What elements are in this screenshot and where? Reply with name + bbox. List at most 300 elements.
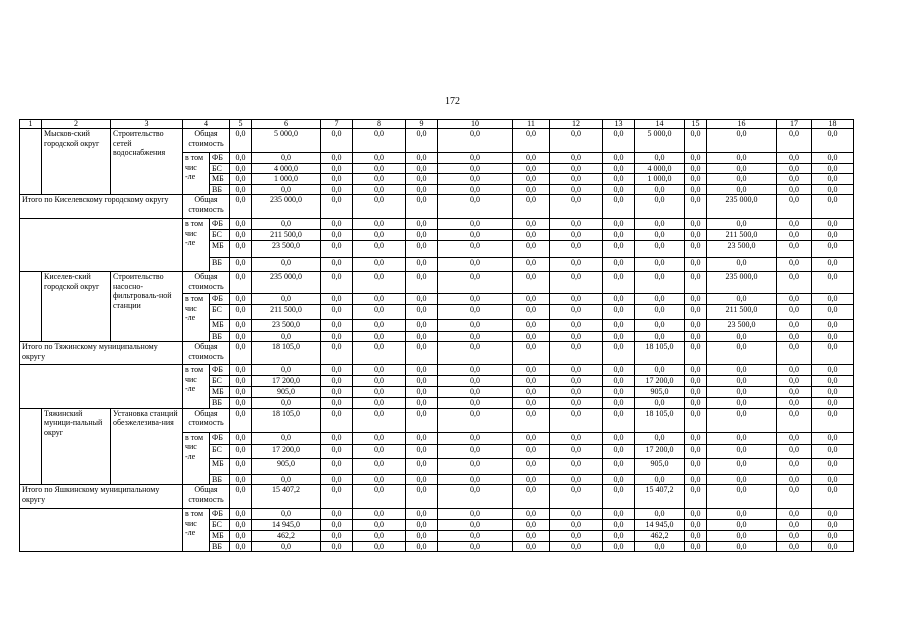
value-cell: 0,0 bbox=[406, 342, 438, 365]
value-cell: 0,0 bbox=[230, 474, 252, 485]
value-cell: 0,0 bbox=[353, 530, 406, 541]
value-cell: 0,0 bbox=[603, 342, 635, 365]
source-label: ВБ bbox=[210, 184, 230, 195]
value-cell: 0,0 bbox=[321, 319, 353, 331]
total-title: Итого по Яшкинскому муниципальному округу bbox=[20, 485, 183, 509]
value-cell: 0,0 bbox=[321, 541, 353, 552]
value-cell: 0,0 bbox=[252, 331, 321, 342]
value-cell: 5 000,0 bbox=[252, 129, 321, 153]
value-cell: 0,0 bbox=[812, 319, 854, 331]
source-label: ВБ bbox=[210, 258, 230, 272]
value-cell: 0,0 bbox=[635, 365, 685, 376]
column-header: 12 bbox=[550, 120, 603, 129]
value-cell: 0,0 bbox=[353, 258, 406, 272]
value-cell: 0,0 bbox=[707, 474, 777, 485]
value-cell: 0,0 bbox=[777, 174, 812, 185]
value-cell: 0,0 bbox=[438, 129, 513, 153]
value-cell: 0,0 bbox=[230, 184, 252, 195]
value-cell: 462,2 bbox=[635, 530, 685, 541]
value-cell: 0,0 bbox=[353, 195, 406, 219]
column-header: 14 bbox=[635, 120, 685, 129]
value-cell: 0,0 bbox=[406, 184, 438, 195]
value-cell: 0,0 bbox=[438, 195, 513, 219]
value-cell: 0,0 bbox=[230, 444, 252, 458]
value-cell: 0,0 bbox=[685, 331, 707, 342]
column-header: 17 bbox=[777, 120, 812, 129]
value-cell: 0,0 bbox=[550, 129, 603, 153]
value-cell: 0,0 bbox=[321, 184, 353, 195]
value-cell: 0,0 bbox=[603, 408, 635, 432]
total-title: Итого по Тяжинскому муниципальному округу bbox=[20, 342, 183, 365]
value-cell: 0,0 bbox=[353, 376, 406, 387]
value-cell: 0,0 bbox=[353, 304, 406, 319]
source-label: БС bbox=[210, 304, 230, 319]
value-cell: 0,0 bbox=[513, 530, 550, 541]
value-cell: 0,0 bbox=[707, 509, 777, 520]
column-header: 5 bbox=[230, 120, 252, 129]
value-cell: 0,0 bbox=[777, 241, 812, 258]
value-cell: 0,0 bbox=[513, 129, 550, 153]
value-cell: 0,0 bbox=[252, 398, 321, 409]
value-cell: 0,0 bbox=[513, 376, 550, 387]
value-cell: 0,0 bbox=[685, 387, 707, 398]
value-cell: 0,0 bbox=[353, 408, 406, 432]
value-cell: 0,0 bbox=[707, 376, 777, 387]
value-cell: 0,0 bbox=[635, 153, 685, 164]
value-cell: 0,0 bbox=[321, 331, 353, 342]
value-cell: 0,0 bbox=[406, 408, 438, 432]
value-cell: 0,0 bbox=[438, 304, 513, 319]
value-cell: 0,0 bbox=[777, 541, 812, 552]
value-cell: 0,0 bbox=[812, 509, 854, 520]
column-header: 10 bbox=[438, 120, 513, 129]
value-cell: 0,0 bbox=[353, 174, 406, 185]
value-cell: 0,0 bbox=[635, 230, 685, 241]
value-cell: 0,0 bbox=[777, 153, 812, 164]
value-cell: 0,0 bbox=[707, 387, 777, 398]
value-cell: 0,0 bbox=[550, 485, 603, 509]
value-cell: 0,0 bbox=[550, 153, 603, 164]
value-cell: 0,0 bbox=[550, 520, 603, 531]
value-cell: 0,0 bbox=[438, 294, 513, 305]
total-title: Итого по Киселевскому городскому округу bbox=[20, 195, 183, 219]
value-cell: 0,0 bbox=[685, 509, 707, 520]
value-cell: 0,0 bbox=[321, 258, 353, 272]
value-cell: 0,0 bbox=[603, 541, 635, 552]
value-cell: 15 407,2 bbox=[635, 485, 685, 509]
value-cell: 211 500,0 bbox=[252, 304, 321, 319]
source-label: МБ bbox=[210, 387, 230, 398]
value-cell: 0,0 bbox=[812, 408, 854, 432]
value-cell: 0,0 bbox=[353, 163, 406, 174]
value-cell: 0,0 bbox=[685, 129, 707, 153]
value-cell: 0,0 bbox=[321, 163, 353, 174]
total-cost-label: Общая стоимость bbox=[183, 195, 230, 219]
value-cell: 0,0 bbox=[513, 230, 550, 241]
value-cell: 0,0 bbox=[230, 408, 252, 432]
value-cell: 0,0 bbox=[812, 520, 854, 531]
value-cell: 0,0 bbox=[707, 331, 777, 342]
value-cell: 0,0 bbox=[707, 342, 777, 365]
value-cell: 0,0 bbox=[685, 304, 707, 319]
value-cell: 0,0 bbox=[321, 219, 353, 230]
value-cell: 0,0 bbox=[230, 272, 252, 294]
value-cell: 0,0 bbox=[603, 294, 635, 305]
row-number-cell bbox=[20, 272, 42, 342]
value-cell: 0,0 bbox=[252, 294, 321, 305]
source-label: ФБ bbox=[210, 509, 230, 520]
value-cell: 0,0 bbox=[685, 474, 707, 485]
value-cell: 0,0 bbox=[707, 408, 777, 432]
value-cell: 0,0 bbox=[603, 258, 635, 272]
value-cell: 0,0 bbox=[812, 219, 854, 230]
value-cell: 0,0 bbox=[812, 241, 854, 258]
table-row bbox=[20, 129, 854, 153]
value-cell: 0,0 bbox=[406, 376, 438, 387]
value-cell: 0,0 bbox=[707, 294, 777, 305]
value-cell: 0,0 bbox=[321, 195, 353, 219]
value-cell: 0,0 bbox=[438, 474, 513, 485]
value-cell: 0,0 bbox=[685, 241, 707, 258]
including-label: в том чис -ле bbox=[183, 294, 210, 342]
value-cell: 0,0 bbox=[321, 432, 353, 444]
value-cell: 0,0 bbox=[603, 272, 635, 294]
value-cell: 0,0 bbox=[230, 398, 252, 409]
value-cell: 0,0 bbox=[438, 153, 513, 164]
row-number-cell bbox=[20, 129, 42, 195]
value-cell: 0,0 bbox=[252, 258, 321, 272]
value-cell: 0,0 bbox=[812, 485, 854, 509]
including-label: в том чис -ле bbox=[183, 432, 210, 485]
row-number-cell bbox=[20, 408, 42, 485]
value-cell: 0,0 bbox=[603, 195, 635, 219]
value-cell: 0,0 bbox=[252, 184, 321, 195]
value-cell: 0,0 bbox=[353, 184, 406, 195]
value-cell: 0,0 bbox=[353, 444, 406, 458]
value-cell: 0,0 bbox=[438, 174, 513, 185]
value-cell: 0,0 bbox=[230, 485, 252, 509]
value-cell: 0,0 bbox=[353, 458, 406, 474]
value-cell: 0,0 bbox=[438, 509, 513, 520]
source-label: МБ bbox=[210, 241, 230, 258]
value-cell: 0,0 bbox=[685, 398, 707, 409]
value-cell: 0,0 bbox=[550, 184, 603, 195]
value-cell: 0,0 bbox=[513, 387, 550, 398]
value-cell: 0,0 bbox=[777, 195, 812, 219]
value-cell: 0,0 bbox=[777, 432, 812, 444]
value-cell: 0,0 bbox=[438, 530, 513, 541]
value-cell: 18 105,0 bbox=[252, 408, 321, 432]
value-cell: 0,0 bbox=[603, 398, 635, 409]
value-cell: 0,0 bbox=[230, 174, 252, 185]
value-cell: 0,0 bbox=[406, 444, 438, 458]
value-cell: 0,0 bbox=[353, 509, 406, 520]
value-cell: 0,0 bbox=[550, 509, 603, 520]
value-cell: 0,0 bbox=[812, 174, 854, 185]
value-cell: 0,0 bbox=[707, 174, 777, 185]
value-cell: 0,0 bbox=[406, 304, 438, 319]
value-cell: 0,0 bbox=[685, 485, 707, 509]
source-label: БС bbox=[210, 163, 230, 174]
value-cell: 0,0 bbox=[812, 294, 854, 305]
column-header: 6 bbox=[252, 120, 321, 129]
value-cell: 0,0 bbox=[406, 387, 438, 398]
value-cell: 0,0 bbox=[513, 509, 550, 520]
value-cell: 0,0 bbox=[550, 387, 603, 398]
value-cell: 0,0 bbox=[635, 474, 685, 485]
value-cell: 0,0 bbox=[321, 444, 353, 458]
value-cell: 0,0 bbox=[406, 219, 438, 230]
value-cell: 0,0 bbox=[230, 219, 252, 230]
value-cell: 0,0 bbox=[252, 153, 321, 164]
value-cell: 0,0 bbox=[513, 398, 550, 409]
value-cell: 0,0 bbox=[777, 485, 812, 509]
value-cell: 0,0 bbox=[777, 474, 812, 485]
value-cell: 0,0 bbox=[230, 319, 252, 331]
value-cell: 0,0 bbox=[603, 485, 635, 509]
value-cell: 0,0 bbox=[230, 432, 252, 444]
value-cell: 0,0 bbox=[438, 376, 513, 387]
value-cell: 0,0 bbox=[230, 129, 252, 153]
value-cell: 0,0 bbox=[635, 195, 685, 219]
value-cell: 0,0 bbox=[635, 541, 685, 552]
value-cell: 0,0 bbox=[707, 129, 777, 153]
value-cell: 0,0 bbox=[603, 331, 635, 342]
value-cell: 0,0 bbox=[438, 184, 513, 195]
value-cell: 0,0 bbox=[685, 342, 707, 365]
table-row bbox=[20, 485, 854, 509]
value-cell: 0,0 bbox=[321, 485, 353, 509]
source-label: ВБ bbox=[210, 331, 230, 342]
value-cell: 0,0 bbox=[353, 520, 406, 531]
value-cell: 0,0 bbox=[353, 398, 406, 409]
value-cell: 0,0 bbox=[513, 458, 550, 474]
value-cell: 0,0 bbox=[812, 163, 854, 174]
value-cell: 0,0 bbox=[777, 408, 812, 432]
value-cell: 905,0 bbox=[252, 458, 321, 474]
column-header: 3 bbox=[111, 120, 183, 129]
value-cell: 0,0 bbox=[603, 520, 635, 531]
value-cell: 0,0 bbox=[550, 163, 603, 174]
value-cell: 0,0 bbox=[685, 174, 707, 185]
project-cell: Строительство сетей водоснабжения bbox=[111, 129, 183, 195]
value-cell: 0,0 bbox=[685, 294, 707, 305]
value-cell: 0,0 bbox=[321, 376, 353, 387]
value-cell: 0,0 bbox=[812, 541, 854, 552]
value-cell: 0,0 bbox=[513, 432, 550, 444]
value-cell: 0,0 bbox=[406, 331, 438, 342]
value-cell: 0,0 bbox=[550, 195, 603, 219]
value-cell: 0,0 bbox=[812, 258, 854, 272]
value-cell: 0,0 bbox=[406, 272, 438, 294]
value-cell: 235 000,0 bbox=[707, 195, 777, 219]
value-cell: 0,0 bbox=[321, 153, 353, 164]
value-cell: 17 200,0 bbox=[252, 444, 321, 458]
value-cell: 0,0 bbox=[230, 258, 252, 272]
value-cell: 905,0 bbox=[635, 387, 685, 398]
value-cell: 17 200,0 bbox=[635, 376, 685, 387]
value-cell: 15 407,2 bbox=[252, 485, 321, 509]
value-cell: 0,0 bbox=[685, 319, 707, 331]
value-cell: 0,0 bbox=[685, 444, 707, 458]
source-label: МБ bbox=[210, 174, 230, 185]
value-cell: 18 105,0 bbox=[635, 342, 685, 365]
value-cell: 1 000,0 bbox=[635, 174, 685, 185]
value-cell: 0,0 bbox=[513, 342, 550, 365]
value-cell: 0,0 bbox=[230, 365, 252, 376]
value-cell: 0,0 bbox=[603, 365, 635, 376]
value-cell: 211 500,0 bbox=[707, 230, 777, 241]
value-cell: 0,0 bbox=[685, 432, 707, 444]
value-cell: 0,0 bbox=[230, 230, 252, 241]
value-cell: 0,0 bbox=[406, 163, 438, 174]
value-cell: 0,0 bbox=[513, 272, 550, 294]
value-cell: 0,0 bbox=[707, 163, 777, 174]
source-label: ВБ bbox=[210, 474, 230, 485]
value-cell: 0,0 bbox=[550, 408, 603, 432]
value-cell: 0,0 bbox=[353, 387, 406, 398]
value-cell: 0,0 bbox=[353, 219, 406, 230]
value-cell: 0,0 bbox=[406, 541, 438, 552]
value-cell: 0,0 bbox=[406, 432, 438, 444]
value-cell: 0,0 bbox=[513, 294, 550, 305]
value-cell: 0,0 bbox=[438, 485, 513, 509]
source-label: ФБ bbox=[210, 294, 230, 305]
column-header: 11 bbox=[513, 120, 550, 129]
value-cell: 0,0 bbox=[406, 520, 438, 531]
value-cell: 0,0 bbox=[353, 432, 406, 444]
table-row bbox=[20, 509, 854, 520]
value-cell: 0,0 bbox=[406, 230, 438, 241]
table-row bbox=[20, 272, 854, 294]
value-cell: 0,0 bbox=[707, 458, 777, 474]
column-header: 15 bbox=[685, 120, 707, 129]
value-cell: 0,0 bbox=[707, 444, 777, 458]
value-cell: 23 500,0 bbox=[252, 241, 321, 258]
value-cell: 0,0 bbox=[812, 129, 854, 153]
column-header: 9 bbox=[406, 120, 438, 129]
value-cell: 0,0 bbox=[685, 365, 707, 376]
value-cell: 0,0 bbox=[230, 509, 252, 520]
value-cell: 4 000,0 bbox=[635, 163, 685, 174]
value-cell: 0,0 bbox=[513, 365, 550, 376]
including-label: в том чис -ле bbox=[183, 509, 210, 552]
value-cell: 0,0 bbox=[321, 387, 353, 398]
value-cell: 0,0 bbox=[230, 458, 252, 474]
value-cell: 0,0 bbox=[438, 163, 513, 174]
total-spacer bbox=[20, 219, 183, 272]
value-cell: 0,0 bbox=[513, 444, 550, 458]
value-cell: 0,0 bbox=[321, 365, 353, 376]
value-cell: 0,0 bbox=[707, 398, 777, 409]
value-cell: 905,0 bbox=[252, 387, 321, 398]
value-cell: 0,0 bbox=[230, 195, 252, 219]
value-cell: 0,0 bbox=[353, 241, 406, 258]
source-label: МБ bbox=[210, 458, 230, 474]
value-cell: 5 000,0 bbox=[635, 129, 685, 153]
value-cell: 0,0 bbox=[777, 184, 812, 195]
value-cell: 0,0 bbox=[812, 184, 854, 195]
including-label: в том чис -ле bbox=[183, 219, 210, 272]
value-cell: 0,0 bbox=[321, 174, 353, 185]
value-cell: 0,0 bbox=[550, 432, 603, 444]
value-cell: 0,0 bbox=[603, 129, 635, 153]
source-label: ФБ bbox=[210, 153, 230, 164]
value-cell: 0,0 bbox=[550, 219, 603, 230]
value-cell: 17 200,0 bbox=[635, 444, 685, 458]
value-cell: 0,0 bbox=[230, 304, 252, 319]
value-cell: 0,0 bbox=[513, 485, 550, 509]
value-cell: 0,0 bbox=[550, 258, 603, 272]
value-cell: 0,0 bbox=[685, 376, 707, 387]
total-spacer bbox=[20, 365, 183, 409]
including-label: в том чис -ле bbox=[183, 153, 210, 195]
value-cell: 0,0 bbox=[321, 408, 353, 432]
value-cell: 0,0 bbox=[321, 294, 353, 305]
value-cell: 0,0 bbox=[812, 398, 854, 409]
value-cell: 0,0 bbox=[406, 509, 438, 520]
value-cell: 0,0 bbox=[513, 541, 550, 552]
value-cell: 0,0 bbox=[406, 485, 438, 509]
value-cell: 23 500,0 bbox=[707, 319, 777, 331]
value-cell: 0,0 bbox=[812, 153, 854, 164]
source-label: ВБ bbox=[210, 541, 230, 552]
including-label: в том чис -ле bbox=[183, 365, 210, 409]
value-cell: 0,0 bbox=[406, 129, 438, 153]
value-cell: 0,0 bbox=[438, 272, 513, 294]
value-cell: 235 000,0 bbox=[707, 272, 777, 294]
value-cell: 0,0 bbox=[635, 294, 685, 305]
total-cost-label: Общая стоимость bbox=[183, 342, 230, 365]
value-cell: 0,0 bbox=[603, 474, 635, 485]
value-cell: 0,0 bbox=[321, 230, 353, 241]
value-cell: 0,0 bbox=[513, 331, 550, 342]
value-cell: 0,0 bbox=[550, 319, 603, 331]
value-cell: 0,0 bbox=[812, 195, 854, 219]
value-cell: 0,0 bbox=[438, 365, 513, 376]
value-cell: 0,0 bbox=[438, 319, 513, 331]
value-cell: 0,0 bbox=[252, 219, 321, 230]
project-cell: Строительство насосно-фильтроваль-ной станции bbox=[111, 272, 183, 342]
value-cell: 0,0 bbox=[603, 530, 635, 541]
column-header: 16 bbox=[707, 120, 777, 129]
value-cell: 14 945,0 bbox=[635, 520, 685, 531]
value-cell: 0,0 bbox=[321, 530, 353, 541]
value-cell: 0,0 bbox=[550, 230, 603, 241]
value-cell: 0,0 bbox=[513, 520, 550, 531]
value-cell: 0,0 bbox=[230, 331, 252, 342]
value-cell: 0,0 bbox=[353, 485, 406, 509]
value-cell: 0,0 bbox=[353, 129, 406, 153]
value-cell: 0,0 bbox=[406, 195, 438, 219]
value-cell: 4 000,0 bbox=[252, 163, 321, 174]
value-cell: 0,0 bbox=[550, 272, 603, 294]
column-header: 8 bbox=[353, 120, 406, 129]
total-cost-label: Общая стоимость bbox=[183, 485, 230, 509]
value-cell: 0,0 bbox=[777, 365, 812, 376]
value-cell: 0,0 bbox=[777, 509, 812, 520]
value-cell: 0,0 bbox=[513, 258, 550, 272]
value-cell: 0,0 bbox=[513, 474, 550, 485]
table-row bbox=[20, 195, 854, 219]
value-cell: 0,0 bbox=[230, 153, 252, 164]
value-cell: 0,0 bbox=[353, 272, 406, 294]
value-cell: 0,0 bbox=[812, 444, 854, 458]
value-cell: 0,0 bbox=[321, 398, 353, 409]
municipality-cell: Мысков-ский городской округ bbox=[42, 129, 111, 195]
value-cell: 0,0 bbox=[252, 509, 321, 520]
value-cell: 0,0 bbox=[603, 304, 635, 319]
